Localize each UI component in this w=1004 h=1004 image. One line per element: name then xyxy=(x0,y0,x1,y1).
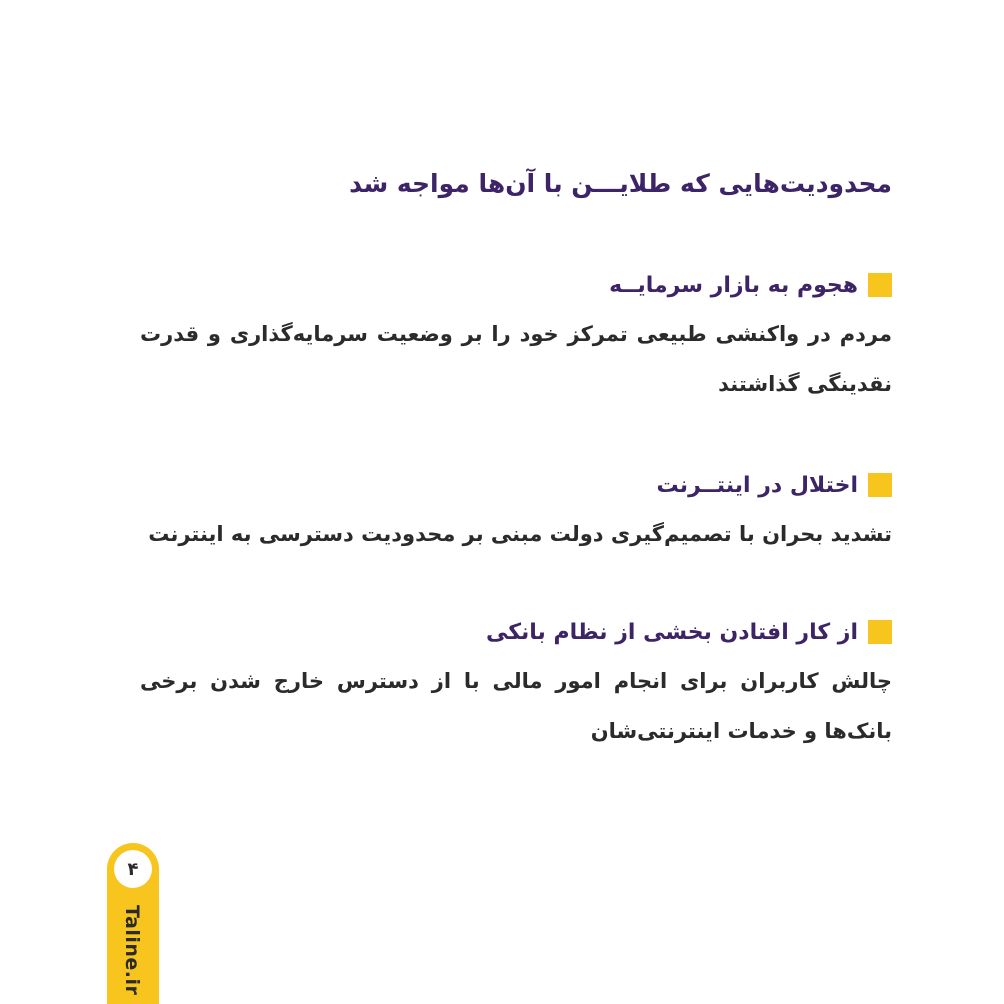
bullet-square-icon xyxy=(868,473,892,497)
section-body: چالش کاربران برای انجام امور مالی با از دسترس خارج شدن برخی بانک‌ها و خدمات اینترنتی‌شان xyxy=(140,669,892,743)
section-heading: اختلال در اینتــرنت xyxy=(656,472,858,498)
section-body: تشدید بحران با تصمیم‌گیری دولت مبنی بر محدودیت دسترسی به اینترنت xyxy=(148,522,892,546)
section-header xyxy=(140,267,892,303)
section-capital-market xyxy=(140,267,892,409)
section-body: مردم در واکنشی طبیعی تمرکز خود را بر وضعیت سرمایه‌گذاری و قدرت نقدینگی گذاشتند xyxy=(140,322,892,396)
section-heading: هجوم به بازار سرمایــه xyxy=(609,272,858,298)
page-number-badge: ۴ xyxy=(114,850,152,888)
footer-tab xyxy=(107,843,159,1004)
page-title: محدودیت‌هایی که طلایـــن با آن‌ها مواجه شد xyxy=(349,169,892,198)
section-banking-outage xyxy=(140,614,892,756)
section-header xyxy=(140,614,892,650)
section-heading: از کار افتادن بخشی از نظام بانکی xyxy=(485,619,858,645)
bullet-square-icon xyxy=(868,620,892,644)
site-label: Taline.ir xyxy=(121,905,143,996)
section-header xyxy=(140,467,892,503)
bullet-square-icon xyxy=(868,273,892,297)
section-internet-disruption xyxy=(140,467,892,559)
